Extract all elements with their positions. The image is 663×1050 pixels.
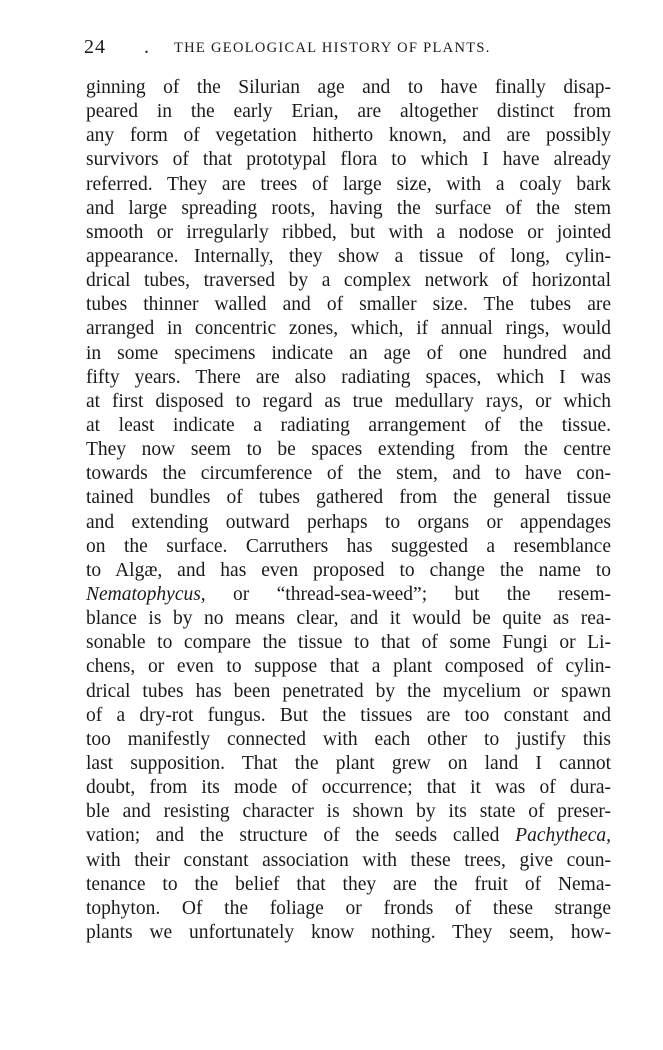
text-line: last supposition. That the plant grew on land I cannot — [86, 752, 611, 774]
text-run: vation; and the structure of the seeds called — [86, 825, 516, 847]
page-number: 24 — [84, 36, 106, 58]
text-line: drical tubes, traversed by a complex network of horizontal — [86, 270, 611, 292]
text-line: drical tubes has been penetrated by the mycelium or spawn — [86, 680, 611, 702]
text-line: chens, or even to suppose that a plant composed of cylin- — [86, 656, 611, 678]
body-text — [86, 76, 611, 945]
text-line: and large spreading roots, having the surface of the stem — [86, 197, 611, 219]
text-line: tubes thinner walled and of smaller size. The tubes are — [86, 294, 611, 316]
header-separator: . — [144, 36, 149, 58]
text-line: plants we unfortunately know nothing. They seem, how- — [86, 921, 611, 943]
running-head — [86, 36, 607, 66]
text-line: sonable to compare the tissue to that of some Fungi or Li- — [86, 632, 611, 654]
text-line: referred. They are trees of large size, with a coaly bark — [86, 173, 611, 195]
text-line: with their constant association with these trees, give coun- — [86, 849, 611, 871]
text-line: to Algæ, and has even proposed to change the name to — [86, 559, 611, 581]
text-line: of a dry-rot fungus. But the tissues are too constant and — [86, 704, 611, 726]
text-line: at first disposed to regard as true medullary rays, or which — [86, 390, 611, 412]
text-line: in some specimens indicate an age of one hundred and — [86, 342, 611, 364]
text-run: or “thread-sea-weed”; but the resem- — [205, 583, 611, 605]
text-line: ginning of the Silurian age and to have finally disap- — [86, 77, 611, 98]
text-line: appearance. Internally, they show a tissue of long, cylin- — [86, 245, 611, 267]
text-line: too manifestly connected with each other to justify this — [86, 728, 611, 750]
text-line: smooth or irregularly ribbed, but with a nodose or jointed — [86, 221, 611, 243]
text-line: doubt, from its mode of occurrence; that it was of dura- — [86, 777, 611, 799]
text-line: peared in the early Erian, are altogether distinct from — [86, 101, 611, 123]
text-line: They now seem to be spaces extending from the centre — [86, 439, 611, 461]
text-line: ble and resisting character is shown by its state of preser- — [86, 801, 611, 823]
text-line: arranged in concentric zones, which, if annual rings, would — [86, 318, 611, 340]
text-line: tained bundles of tubes gathered from the general tissue — [86, 487, 611, 509]
text-line: any form of vegetation hitherto known, and are possibly — [86, 125, 611, 147]
text-line: towards the circumference of the stem, and to have con- — [86, 463, 611, 485]
running-title: THE GEOLOGICAL HISTORY OF PLANTS. — [174, 40, 491, 56]
italic-term: Pachytheca, — [515, 825, 611, 847]
text-line: on the surface. Carruthers has suggested a resemblance — [86, 535, 611, 557]
text-line: blance is by no means clear, and it would be quite as rea- — [86, 608, 611, 630]
italic-term: Nematophycus, — [86, 583, 206, 605]
text-line: fifty years. There are also radiating spaces, which I was — [86, 366, 611, 388]
text-line: tenance to the belief that they are the fruit of Nema- — [86, 873, 611, 895]
text-line — [86, 824, 611, 848]
text-line: and extending outward perhaps to organs or appendages — [86, 511, 611, 533]
text-line: at least indicate a radiating arrangement of the tissue. — [86, 414, 611, 436]
text-line: survivors of that prototypal flora to which I have already — [86, 149, 611, 171]
text-line — [86, 583, 611, 607]
text-line: tophyton. Of the foliage or fronds of these strange — [86, 897, 611, 919]
